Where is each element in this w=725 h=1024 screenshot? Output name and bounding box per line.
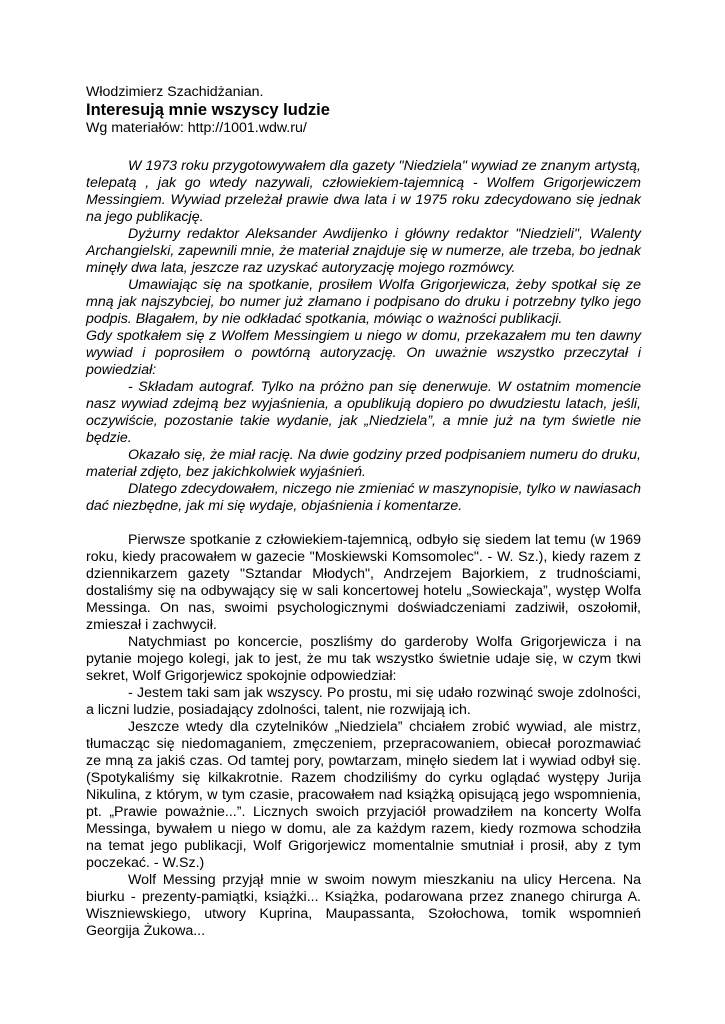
- author-line: Włodzimierz Szachidżanian.: [86, 84, 264, 100]
- body-paragraph-5: Wolf Messing przyjął mnie w swoim nowym mieszkaniu na ulicy Hercena. Na biurku - prezenty-pamiątki, książki... Książka, podarowana przez znanego chirurga A. Wiszniewskiego, utwory Kuprina, Maupassanta, Szołochowa, tomik wspomnień Georgija Żukowa...: [86, 872, 641, 939]
- body-paragraph-1: Pierwsze spotkanie z człowiekiem-tajemnicą, odbyło się siedem lat temu (w 1969 roku, kiedy pracowałem w gazecie "Moskiewski Komsomolec". - W. Sz.), kiedy razem z dziennikarzem gazety "Sztandar Młodych", Andrzejem Bajorkiem, z trudnościami, dostaliśmy się na odbywający się w sali koncertowej hotelu „Sowieckaja”, występ Wolfa Messinga. On nas, swoimi psychologicznymi doświadczeniami zadziwił, oszołomił, zmieszał i zachwycił.: [86, 532, 641, 633]
- section-gap: [86, 515, 641, 532]
- intro-paragraph-4: Gdy spotkałem się z Wolfem Messingiem u niego w domu, przekazałem mu ten dawny wywiad i poprosiłem o powtórną autoryzację. On uważnie wszystko przeczytał i powiedział:: [86, 328, 641, 378]
- body-paragraph-4: Jeszcze wtedy dla czytelników „Niedziela” chciałem zrobić wywiad, ale mistrz, tłumacząc się niedomaganiem, zmęczeniem, przepracowaniem, obiecał porozmawiać ze mną za jakiś czas. Od tamtej pory, powtarzam, minęło siedem lat i wywiad odbył się. (Spotykaliśmy się kilkakrotnie. Razem chodziliśmy do cyrku oglądać występy Jurija Nikulina, z którym, w tym czasie, pracowałem nad książką opisującą jego wspomnienia, pt. „Prawie poważnie...”. Licznych swoich przyjaciół prowadziłem na koncerty Wolfa Messinga, bywałem u niego w domu, ale za każdym razem, kiedy rozmowa schodziła na temat jego publikacji, Wolf Grigorjewicz momentalnie smutniał i prosił, aby z tym poczekać. - W.Sz.): [86, 719, 641, 871]
- page-title: Interesują mnie wszyscy ludzie: [86, 101, 330, 119]
- document-page: [86, 84, 641, 940]
- body-paragraph-3: - Jestem taki sam jak wszyscy. Po prostu, mi się udało rozwinąć swoje zdolności, a liczni ludzie, posiadający zdolności, talent, nie rozwijają ich.: [86, 685, 641, 718]
- source-line: Wg materiałów: http://1001.wdw.ru/: [86, 120, 307, 136]
- intro-paragraph-3: Umawiając się na spotkanie, prosiłem Wolfa Grigorjewicza, żeby spotkał się ze mną jak najszybciej, bo numer już złamano i podpisano do druku i potrzebny tylko jego podpis. Błagałem, by nie odkładać spotkania, mówiąc o ważności publikacji.: [86, 277, 641, 327]
- intro-paragraph-7: Dlatego zdecydowałem, niczego nie zmieniać w maszynopisie, tylko w nawiasach dać niezbędne, jak mi się wydaje, objaśnienia i komentarze.: [86, 481, 641, 514]
- body-paragraph-2: Natychmiast po koncercie, poszliśmy do garderoby Wolfa Grigorjewicza i na pytanie mojego kolegi, jak to jest, że mu tak wszystko świetnie udaje się, w czym tkwi sekret, Wolf Grigorjewicz spokojnie odpowiedział:: [86, 634, 641, 684]
- intro-paragraph-6: Okazało się, że miał rację. Na dwie godziny przed podpisaniem numeru do druku, materiał zdjęto, bez jakichkolwiek wyjaśnień.: [86, 447, 641, 480]
- intro-paragraph-5: - Składam autograf. Tylko na próżno pan się denerwuje. W ostatnim momencie nasz wywiad zdejmą bez wyjaśnienia, a opublikują dopiero po dwudziestu latach, jeśli, oczywiście, pozostanie takie wydanie, jak „Niedziela”, a mnie już na tym świetle nie będzie.: [86, 379, 641, 446]
- intro-paragraph-2: Dyżurny redaktor Aleksander Awdijenko i główny redaktor "Niedzieli", Walenty Archangielski, zapewnili mnie, że materiał znajduje się w numerze, ale trzeba, bo jednak minęły dwa lata, jeszcze raz uzyskać autoryzację mojego rozmówcy.: [86, 226, 641, 276]
- intro-paragraph-1: W 1973 roku przygotowywałem dla gazety "Niedziela" wywiad ze znanym artystą, telepatą , jak go wtedy nazywali, człowiekiem-tajemnicą - Wolfem Grigorjewiczem Messingiem. Wywiad przeleżał prawie dwa lata i w 1975 roku zdecydowano się jednak na jego publikację.: [86, 158, 641, 225]
